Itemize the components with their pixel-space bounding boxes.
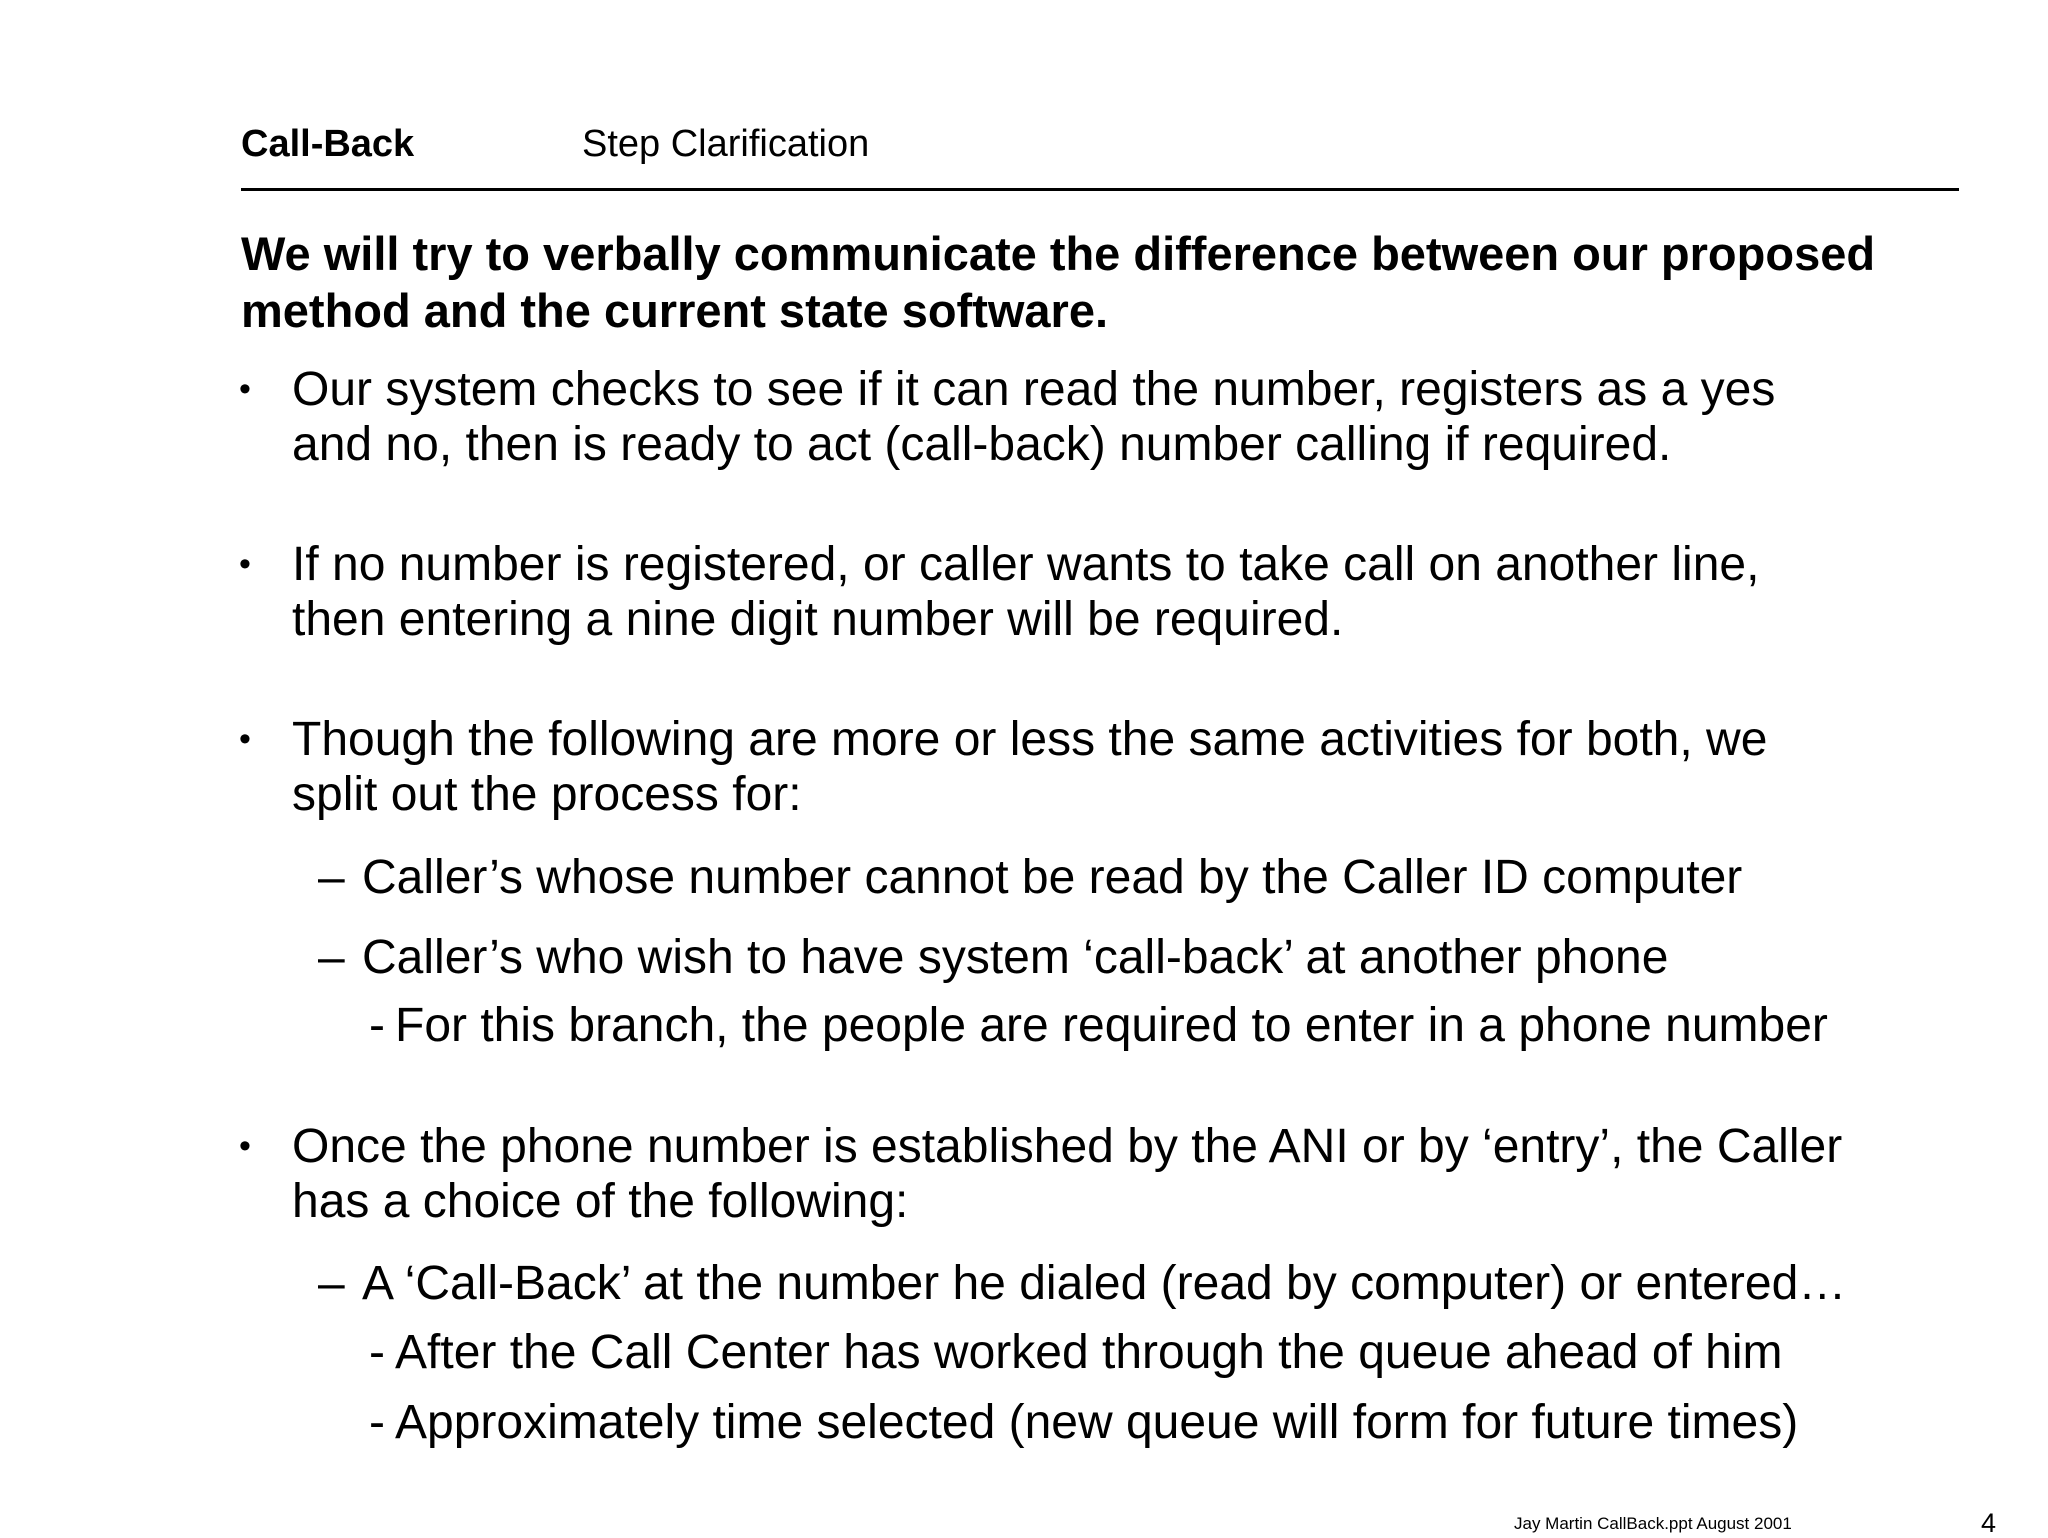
sub-sub-bullet-text: After the Call Center has worked through the queue ahead of him: [395, 1326, 1783, 1379]
hyphen-marker: -: [369, 1326, 385, 1379]
sub-sub-bullet-item: [369, 1395, 1799, 1450]
page-number: 4: [1981, 1508, 1997, 1538]
bullet-text: Though the following are more or less the same activities for both, we: [292, 713, 1768, 766]
bullet-text: and no, then is ready to act (call-back) number calling if required.: [292, 418, 1672, 471]
slide-subtitle: Step Clarification: [582, 123, 870, 165]
bullet-text: has a choice of the following:: [292, 1175, 909, 1228]
sub-sub-bullet-text: Approximately time selected (new queue will form for future times): [395, 1396, 1799, 1449]
bullet-marker: •: [239, 370, 251, 408]
bullet-marker: •: [239, 720, 251, 758]
header-divider: [241, 188, 1959, 191]
section-title: Call-Back: [241, 123, 415, 165]
sub-bullet-text: Caller’s who wish to have system ‘call-back’ at another phone: [362, 931, 1669, 984]
bullet-text: If no number is registered, or caller wants to take call on another line,: [292, 538, 1760, 591]
dash-marker: –: [318, 931, 345, 984]
bullet-text: then entering a nine digit number will be required.: [292, 593, 1344, 646]
dash-marker: –: [318, 851, 345, 904]
sub-sub-bullet-text: For this branch, the people are required to enter in a phone number: [395, 999, 1828, 1052]
bullet-item: [239, 1119, 1843, 1229]
sub-sub-bullet-item: [369, 1325, 1783, 1380]
slide-headline: We will try to verbally communicate the difference between our proposed method and the current state software.: [241, 227, 1876, 337]
bullet-marker: •: [239, 1127, 251, 1165]
bullet-item: [239, 712, 1768, 822]
bullet-text: Our system checks to see if it can read the number, registers as a yes: [292, 363, 1776, 416]
hyphen-marker: -: [369, 1396, 385, 1449]
sub-bullet-item: [318, 1256, 1847, 1311]
sub-bullet-item: [318, 930, 1669, 985]
bullet-item: [239, 362, 1776, 472]
hyphen-marker: -: [369, 999, 385, 1052]
sub-bullet-text: A ‘Call-Back’ at the number he dialed (read by computer) or entered…: [362, 1257, 1847, 1310]
bullet-marker: •: [239, 545, 251, 583]
bullet-item: [239, 537, 1760, 647]
bullet-text: split out the process for:: [292, 768, 802, 821]
footer-note: Jay Martin CallBack.ppt August 2001: [1514, 1514, 1792, 1533]
sub-bullet-item: [318, 850, 1743, 905]
sub-sub-bullet-item: [369, 998, 1828, 1053]
bullet-text: Once the phone number is established by the ANI or by ‘entry’, the Caller: [292, 1120, 1843, 1173]
dash-marker: –: [318, 1257, 345, 1310]
sub-bullet-text: Caller’s whose number cannot be read by the Caller ID computer: [362, 851, 1743, 904]
